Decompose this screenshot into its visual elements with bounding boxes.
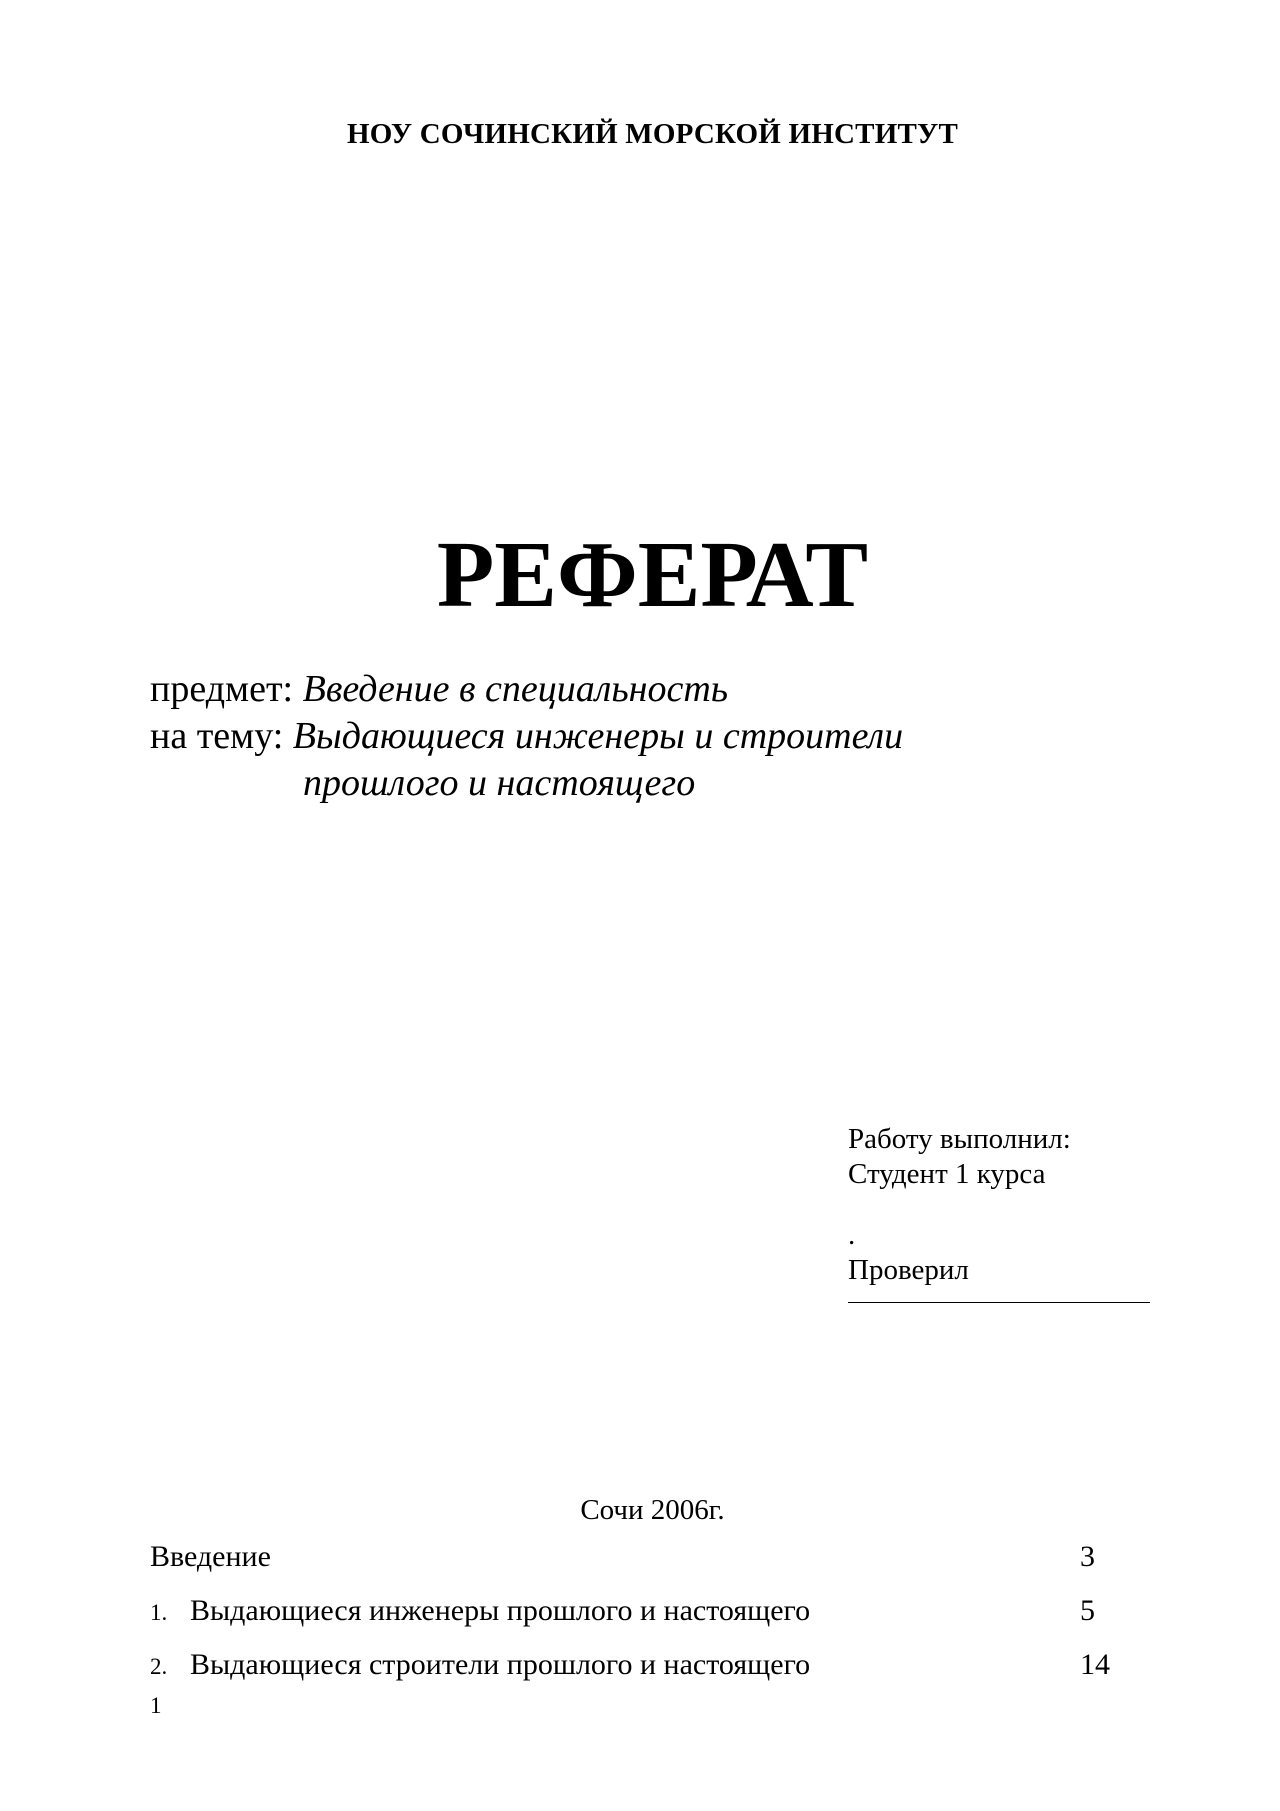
toc-row xyxy=(150,1584,1110,1638)
completed-by-label: Работу выполнил: xyxy=(848,1123,1071,1155)
toc-number: 1. xyxy=(150,1600,168,1625)
subject-topic-block xyxy=(150,666,903,807)
toc-number: 2. xyxy=(150,1654,168,1679)
author-dot: . xyxy=(848,1219,856,1251)
document-title: РЕФЕРАТ xyxy=(436,523,869,627)
page-number: 1 xyxy=(150,1693,162,1718)
toc-page: 3 xyxy=(1080,1540,1095,1573)
table-of-contents xyxy=(150,1530,1110,1692)
author-block xyxy=(848,1122,1150,1303)
toc-title: Введение xyxy=(150,1540,271,1573)
topic-value-line2: прошлого и настоящего xyxy=(303,762,696,804)
city-year: Сочи 2006г. xyxy=(580,1494,725,1526)
checked-by-label: Проверил xyxy=(848,1254,969,1286)
toc-row xyxy=(150,1530,1110,1584)
student-course: Студент 1 курса xyxy=(848,1158,1046,1190)
institute-name: НОУ СОЧИНСКИЙ МОРСКОЙ ИНСТИТУТ xyxy=(346,118,959,150)
subject-line xyxy=(150,666,903,713)
subject-label: предмет: xyxy=(150,668,294,710)
toc-title: Выдающиеся строители прошлого и настоящего xyxy=(190,1648,811,1681)
topic-line xyxy=(150,713,903,760)
toc-title: Выдающиеся инженеры прошлого и настоящего xyxy=(190,1594,811,1627)
toc-page: 5 xyxy=(1080,1594,1095,1627)
toc-row xyxy=(150,1638,1110,1692)
signature-line xyxy=(848,1290,1150,1303)
subject-value: Введение в специальность xyxy=(302,668,729,710)
topic-label: на тему: xyxy=(150,715,284,757)
toc-page: 14 xyxy=(1080,1648,1110,1681)
topic-value-line1: Выдающиеся инженеры и строители xyxy=(292,715,904,757)
